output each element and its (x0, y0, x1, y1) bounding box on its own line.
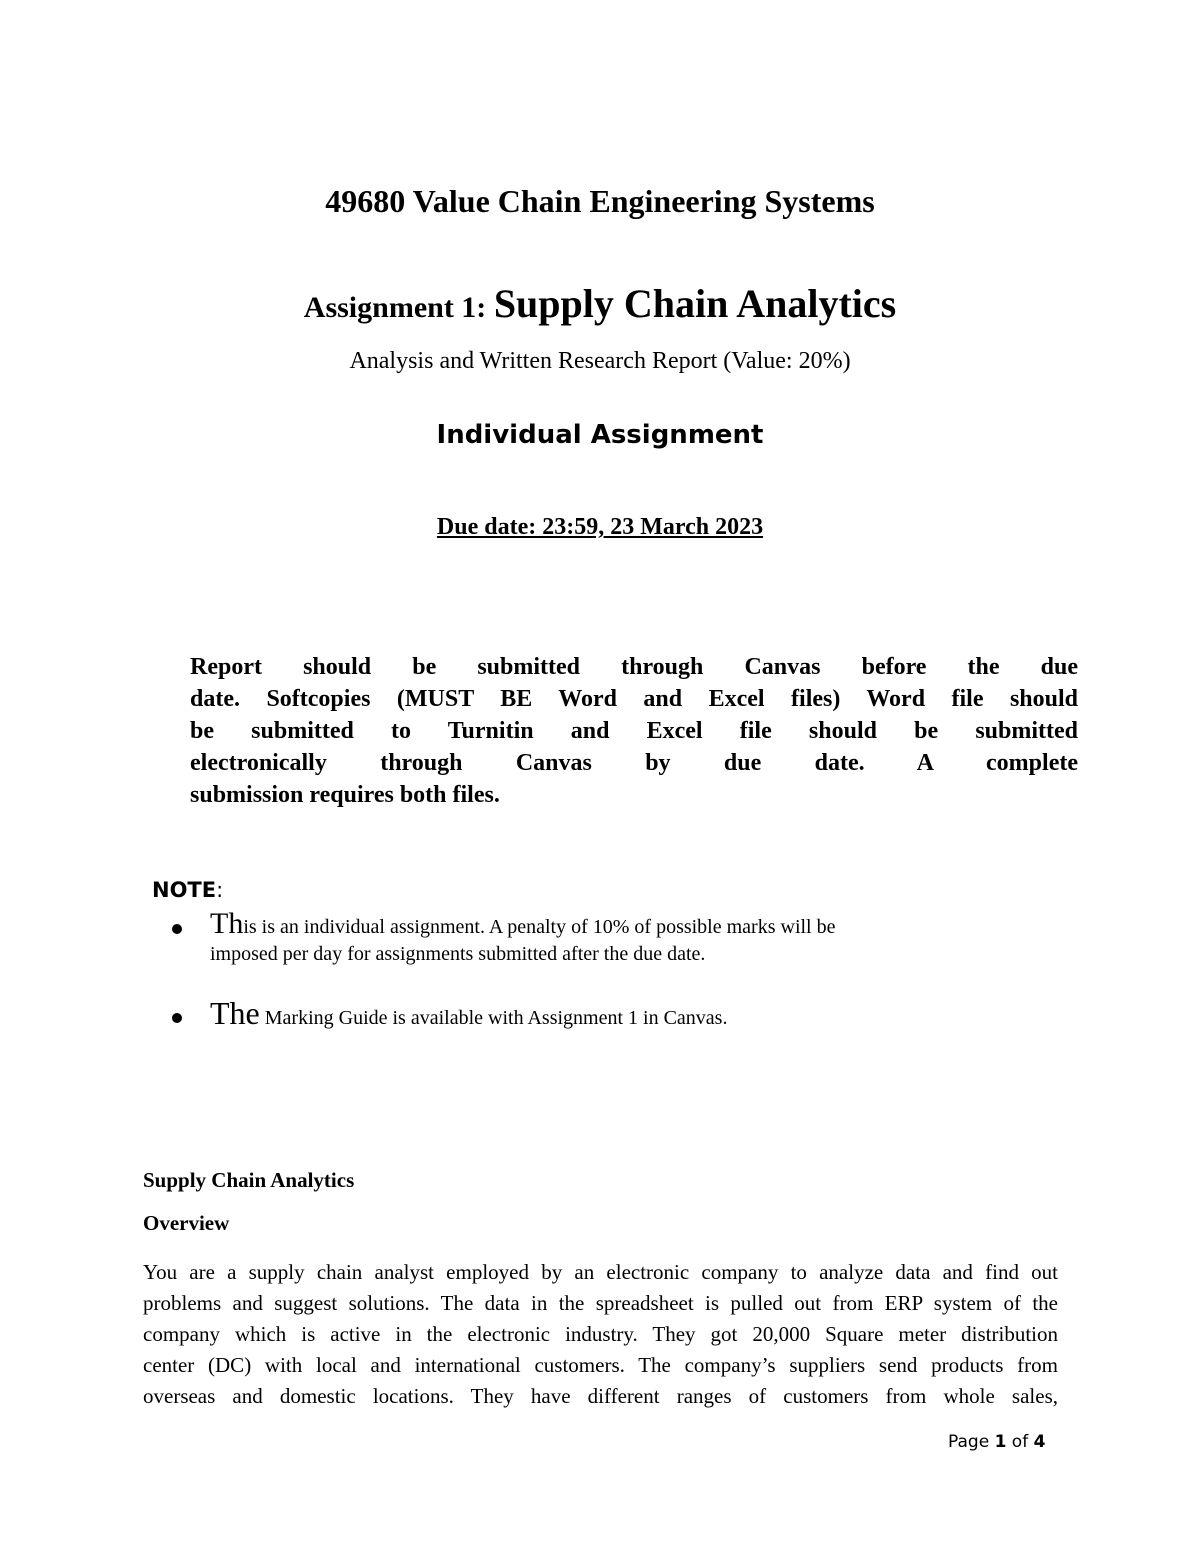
submission-instructions (190, 651, 1078, 811)
page-word: Page (948, 1432, 995, 1452)
submission-line: be submitted to Turnitin and Excel file should be submitted (190, 718, 1078, 744)
assignment-title (0, 280, 1200, 327)
note-item-cap: Th (210, 907, 244, 940)
course-title: 49680 Value Chain Engineering Systems (325, 183, 875, 219)
page-current: 1 (994, 1432, 1007, 1452)
submission-line: date. Softcopies (MUST BE Word and Excel files) Word file should (190, 686, 1078, 712)
note-label: NOTE (152, 878, 217, 902)
overview-paragraph (143, 1257, 1058, 1412)
individual-assignment-label: Individual Assignment (436, 420, 764, 450)
submission-line: Report should be submitted through Canvas before the due (190, 654, 1078, 680)
note-item-penalty (210, 907, 1022, 968)
page-number (948, 1432, 1045, 1452)
note-item-text: is is an individual assignment. A penalty of 10% of possible marks will be (243, 916, 836, 938)
bullet-icon (172, 924, 182, 934)
assignment-prefix: Assignment 1: (303, 291, 494, 324)
note-heading (152, 878, 223, 902)
page-of: of (1006, 1432, 1034, 1452)
overview-line: center (DC) with local and international customers. The company’s suppliers send products from (143, 1353, 1058, 1377)
overview-heading: Overview (143, 1211, 230, 1235)
note-item-text: imposed per day for assignments submitted after the due date. (210, 943, 706, 965)
overview-line: company which is active in the electronic industry. They got 20,000 Square meter distribution (143, 1322, 1058, 1346)
note-item-text: Marking Guide is available with Assignment 1 in Canvas. (259, 1007, 728, 1029)
bullet-icon (172, 1013, 182, 1023)
assignment-subtitle: Analysis and Written Research Report (Value: 20%) (349, 348, 851, 374)
note-colon: : (216, 878, 224, 902)
page-total: 4 (1033, 1432, 1046, 1452)
submission-line: electronically through Canvas by due date. A complete (190, 750, 1078, 776)
note-item-cap: The (210, 995, 260, 1031)
overview-line: problems and suggest solutions. The data in the spreadsheet is pulled out from ERP system of the (143, 1291, 1058, 1315)
submission-line: submission requires both files. (190, 782, 500, 808)
due-date: Due date: 23:59, 23 March 2023 (436, 514, 764, 540)
section-title: Supply Chain Analytics (143, 1168, 355, 1192)
note-item-marking-guide (210, 995, 1022, 1032)
assignment-name: Supply Chain Analytics (493, 281, 897, 326)
overview-line: overseas and domestic locations. They have different ranges of customers from whole sales, (143, 1384, 1058, 1408)
overview-line: You are a supply chain analyst employed by an electronic company to analyze data and find out (143, 1260, 1058, 1284)
